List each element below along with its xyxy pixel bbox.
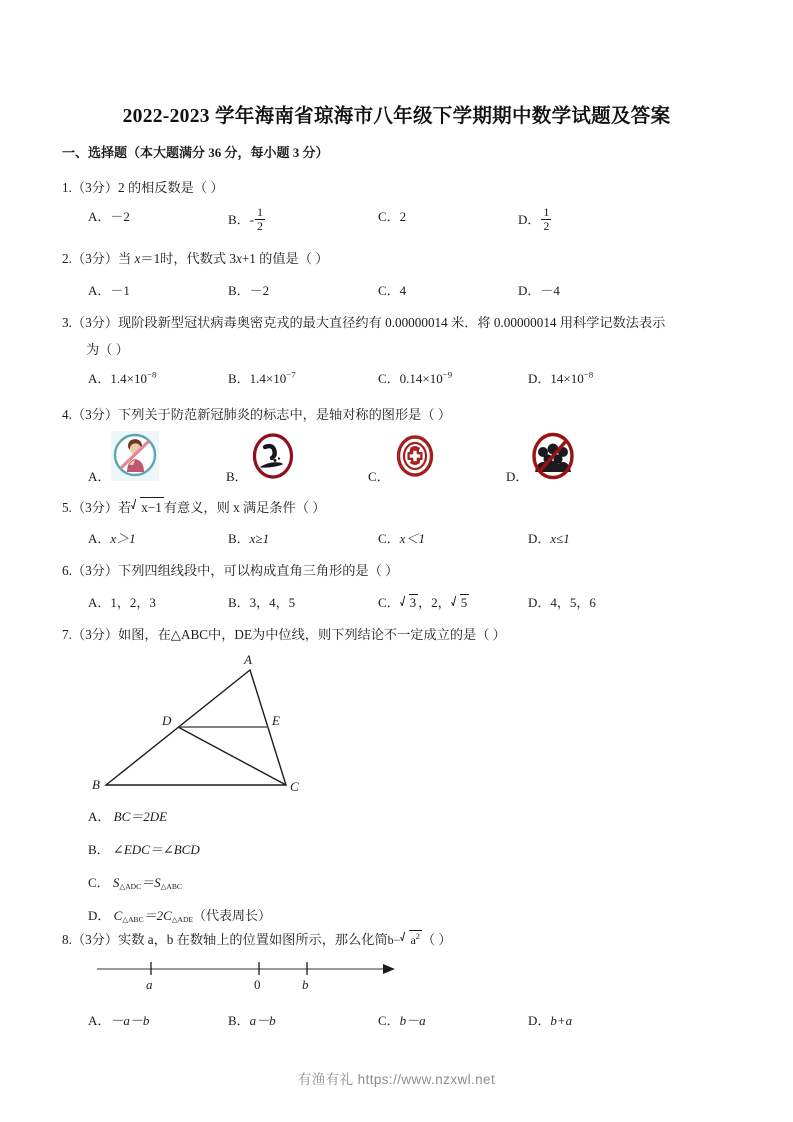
option-label: B．: [228, 531, 250, 546]
option-label: C．: [378, 371, 400, 386]
option-label: C．: [378, 283, 400, 298]
option-value: BC＝2DE: [113, 809, 168, 824]
question-5-option-b[interactable]: [228, 528, 269, 547]
option-value: x≥1: [249, 531, 270, 546]
vertex-label-C: C: [290, 779, 299, 794]
no-coughing-icon: [110, 430, 160, 482]
question-3-option-c[interactable]: [378, 368, 452, 387]
option-value: b+a: [550, 1013, 573, 1028]
option-value: 1.4×10: [110, 371, 147, 386]
question-1-option-c[interactable]: [378, 206, 406, 225]
subscript-triangle-ade: △ADE: [171, 915, 194, 925]
option-value: S: [112, 875, 120, 890]
question-8-option-a[interactable]: [88, 1010, 149, 1029]
question-7-number: 7.: [62, 627, 72, 642]
question-7-option-a[interactable]: [88, 806, 271, 825]
tick-label-b: b: [302, 977, 309, 992]
question-6: [62, 561, 732, 581]
option-label: A．: [88, 809, 111, 824]
question-4-option-d[interactable]: [506, 430, 656, 486]
expression-prefix: b−: [387, 933, 401, 947]
option-value: 14×10: [550, 371, 584, 386]
option-label: D．: [528, 371, 551, 386]
question-6-option-a[interactable]: [88, 592, 156, 611]
question-6-option-b[interactable]: [228, 592, 295, 611]
option-label: B．: [228, 1013, 250, 1028]
option-value: x＞1: [110, 531, 136, 546]
question-5-marks: （3分）: [71, 500, 119, 515]
option-label: D．: [518, 212, 541, 228]
option-label: D．: [528, 595, 551, 610]
question-3-option-d[interactable]: [528, 368, 593, 387]
question-5-option-d[interactable]: [528, 528, 570, 547]
question-8-option-d[interactable]: [528, 1010, 572, 1029]
option-value: a－b: [249, 1013, 276, 1028]
option-value-eq: ＝2C: [143, 908, 172, 924]
question-5-option-c[interactable]: [378, 528, 425, 547]
option-value: x≤1: [550, 531, 570, 546]
option-label: D．: [518, 283, 541, 298]
option-value: ∠EDC＝∠BCD: [112, 842, 200, 857]
question-6-option-d[interactable]: [528, 592, 596, 611]
number-line-figure: [95, 955, 405, 1003]
option-value: 4，5，6: [550, 595, 596, 610]
question-7-option-d[interactable]: [88, 905, 271, 924]
footer-brand: 有渔有礼: [297, 1072, 354, 1087]
option-value: －2: [249, 283, 270, 298]
question-2-stem-mid: ＝1时，代数式 3: [140, 251, 236, 266]
exponent: −7: [286, 369, 296, 380]
question-3: [62, 313, 732, 333]
option-label: A．: [88, 283, 111, 298]
option-value: －1: [110, 283, 130, 298]
question-2-option-b[interactable]: [228, 280, 269, 299]
vertex-label-A: A: [244, 652, 252, 667]
subscript-triangle-abc: △ABC: [122, 915, 144, 925]
option-label: B．: [88, 842, 110, 857]
vertex-label-E: E: [272, 713, 280, 728]
option-value: －2: [110, 209, 130, 224]
question-8-marks: （3分）: [71, 932, 119, 947]
question-4: [62, 405, 732, 425]
option-label: B．: [228, 283, 250, 298]
square-root-3: 3: [400, 594, 419, 611]
option-label: D．: [88, 908, 111, 924]
question-1-marks: （3分）: [71, 180, 119, 195]
option-label: A．: [88, 1013, 111, 1028]
tick-label-a: a: [146, 977, 153, 992]
option-label: B．: [228, 595, 250, 610]
option-label: C．: [378, 531, 400, 546]
option-value: －a－b: [110, 1013, 150, 1028]
question-6-stem: 下列四组线段中，可以构成直角三角形的是（ ）: [118, 563, 399, 578]
option-label: B．: [228, 371, 250, 386]
question-2: [62, 249, 732, 269]
question-2-number: 2.: [62, 251, 72, 266]
question-4-option-b[interactable]: [226, 430, 376, 486]
fraction-one-half: $\frac{1}{2}$: [257, 205, 264, 233]
question-7-marks: （3分）: [71, 627, 119, 642]
radicand-a: a: [410, 933, 416, 947]
exponent: −9: [442, 369, 453, 380]
question-2-stem-pre: 当: [118, 251, 135, 266]
vertex-label-B: B: [92, 777, 100, 792]
option-suffix: （代表周长）: [193, 908, 272, 924]
question-4-number: 4.: [62, 407, 72, 422]
question-6-number: 6.: [62, 563, 72, 578]
option-value: b－a: [399, 1013, 426, 1028]
question-1: [62, 178, 732, 198]
minus-sign: -: [249, 212, 255, 228]
option-label: A．: [88, 595, 111, 610]
question-7-stem: 如图，在△ABC中，DE为中位线，则下列结论不一定成立的是（ ）: [118, 627, 506, 642]
question-1-option-a[interactable]: [88, 206, 130, 225]
question-3-marks: （3分）: [71, 315, 119, 330]
option-label: C．: [378, 595, 400, 610]
question-3-stem-line2: 为（ ）: [86, 342, 129, 357]
option-label: C．: [378, 1013, 400, 1028]
option-value: 1.4×10: [249, 371, 287, 386]
triangle-abc-midsegment-figure: [78, 648, 328, 798]
option-value: 0.14×10: [399, 371, 443, 386]
no-gathering-icon: [528, 430, 578, 482]
question-4-option-c[interactable]: [368, 430, 518, 486]
question-2-option-d[interactable]: [518, 280, 560, 299]
option-value: 3，4，5: [249, 595, 296, 610]
question-5-number: 5.: [62, 500, 72, 515]
option-label: A．: [88, 371, 111, 386]
question-3-option-a[interactable]: [88, 368, 156, 387]
question-6-option-c[interactable]: [378, 592, 469, 611]
question-3-option-b[interactable]: [228, 368, 296, 387]
question-1-stem: 2 的相反数是（ ）: [118, 180, 224, 195]
variable-x: x: [236, 251, 242, 266]
footer-url: https://www.nzxwl.net: [357, 1072, 496, 1087]
question-2-option-c[interactable]: [378, 280, 406, 299]
variable-x: x: [134, 251, 141, 266]
option-label: C．: [88, 875, 110, 890]
option-label: B．: [226, 469, 248, 484]
option-label: A．: [88, 209, 111, 224]
option-value-eq: ＝S: [141, 875, 161, 890]
question-8-stem-post: （ ）: [421, 932, 452, 947]
question-7-options: [88, 806, 271, 938]
option-label: C．: [378, 209, 400, 224]
subscript-triangle-adc: △ADC: [119, 882, 142, 892]
question-5: [62, 497, 732, 518]
question-5-option-a[interactable]: [88, 528, 136, 547]
question-8-stem-pre: 实数 a，b 在数轴上的位置如图所示，那么化简: [118, 932, 388, 947]
option-value: 4: [399, 283, 407, 298]
option-label: A．: [88, 469, 111, 484]
question-1-number: 1.: [62, 180, 72, 195]
subscript-triangle-abc: △ABC: [160, 882, 182, 892]
exponent: −8: [583, 369, 594, 380]
question-3-stem-continued: [62, 340, 732, 360]
question-8: [62, 930, 732, 950]
question-3-number: 3.: [62, 315, 72, 330]
square-root-x-minus-1: x−1: [131, 497, 164, 518]
option-label: A．: [88, 531, 111, 546]
no-spitting-icon: [248, 430, 298, 482]
section-heading-multiple-choice: 一、选择题（本大题满分 36 分，每小题 3 分）: [62, 145, 329, 160]
option-value-mid: ，2，: [418, 595, 451, 610]
question-1-options: [88, 206, 738, 240]
option-label: D．: [528, 531, 551, 546]
option-label: D．: [506, 469, 529, 484]
fraction-one-half: $\frac{1}{2}$: [543, 205, 550, 233]
option-value: C: [113, 908, 123, 924]
option-value: －4: [540, 283, 560, 298]
exponent-2: 2: [415, 932, 420, 941]
question-5-stem-pre: 若: [118, 500, 132, 515]
question-4-option-a[interactable]: [88, 430, 238, 486]
vertex-label-D: D: [162, 713, 172, 728]
question-4-stem: 下列关于防范新冠肺炎的标志中，是轴对称的图形是（ ）: [118, 407, 452, 422]
question-2-marks: （3分）: [71, 251, 119, 266]
question-3-stem-line1: 现阶段新型冠状病毒奥密克戎的最大直径约有 0.00000014 米．将 0.00000014 用科学记数法表示: [118, 315, 666, 330]
question-2-stem-post: +1 的值是（ ）: [241, 251, 329, 266]
exponent: −8: [146, 369, 157, 380]
option-label: D．: [528, 1013, 551, 1028]
option-value: x＜1: [399, 531, 425, 546]
question-4-marks: （3分）: [71, 407, 119, 422]
square-root-5: 5: [451, 594, 470, 611]
page-title: 2022-2023 学年海南省琼海市八年级下学期期中数学试题及答案: [122, 106, 671, 127]
question-8-number: 8.: [62, 932, 72, 947]
footer-watermark: [0, 1068, 793, 1088]
question-4-icon-options: [88, 430, 748, 486]
medical-cross-icon: [390, 430, 440, 482]
option-label: B．: [228, 212, 250, 228]
question-7: [62, 625, 732, 645]
option-label: C．: [368, 469, 390, 484]
question-8-option-b[interactable]: [228, 1010, 276, 1029]
question-1-option-b[interactable]: [228, 206, 266, 232]
tick-label-0: 0: [254, 977, 261, 992]
question-6-marks: （3分）: [71, 563, 119, 578]
option-value: 2: [399, 209, 407, 224]
question-8-option-c[interactable]: [378, 1010, 426, 1029]
question-7-option-c[interactable]: [88, 872, 271, 891]
question-7-option-b[interactable]: [88, 839, 271, 858]
question-2-option-a[interactable]: [88, 280, 130, 299]
question-5-stem-post: 有意义，则 x 满足条件（ ）: [163, 500, 326, 515]
square-root-a-squared: [400, 930, 421, 950]
option-value: 1，2，3: [110, 595, 156, 610]
question-1-option-d[interactable]: [518, 206, 552, 232]
